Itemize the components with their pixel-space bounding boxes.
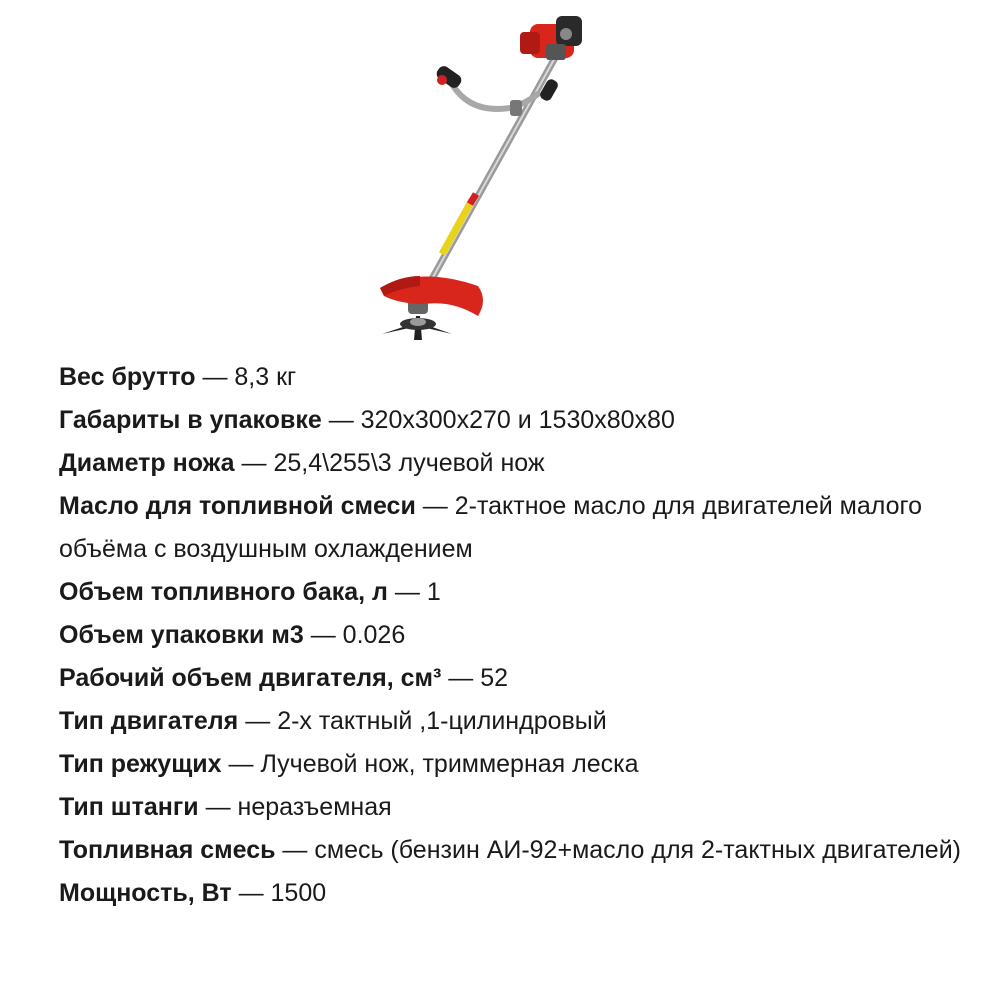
spec-separator: — — [328, 406, 354, 434]
brush-cutter-trimmer-icon — [360, 4, 620, 344]
spec-separator: — — [238, 879, 264, 907]
spec-row-engine-type — [59, 700, 979, 743]
spec-value: Лучевой нож, триммерная леска — [260, 750, 639, 778]
spec-separator: — — [228, 750, 254, 778]
spec-label: Тип двигателя — [59, 707, 239, 735]
spec-row-package-dimensions — [59, 399, 979, 442]
spec-label: Масло для топливной смеси — [59, 492, 416, 520]
spec-separator: — — [282, 836, 308, 864]
spec-value: 52 — [480, 664, 509, 692]
spec-separator: — — [245, 707, 271, 735]
spec-value: 2-х тактный ,1-цилиндровый — [277, 707, 607, 735]
spec-value: неразъемная — [237, 793, 392, 821]
spec-row-fuel-oil — [59, 485, 979, 571]
spec-label: Рабочий объем двигателя, см³ — [59, 664, 442, 692]
spec-label: Мощность, Вт — [59, 879, 232, 907]
spec-label: Объем упаковки м3 — [59, 621, 304, 649]
spec-separator: — — [448, 664, 474, 692]
spec-separator: — — [422, 492, 448, 520]
spec-row-package-volume — [59, 614, 979, 657]
spec-value: 1 — [426, 578, 441, 606]
spec-value: 1500 — [270, 879, 327, 907]
spec-row-power — [59, 872, 979, 915]
spec-row-cutting-type — [59, 743, 979, 786]
spec-label: Тип режущих — [59, 750, 222, 778]
spec-label: Топливная смесь — [59, 836, 276, 864]
spec-value: 25,4\255\3 лучевой нож — [273, 449, 545, 477]
spec-separator: — — [205, 793, 231, 821]
spec-value: смесь (бензин АИ-92+масло для 2-тактных двигателей) — [314, 836, 962, 864]
product-image — [360, 4, 620, 344]
spec-value: 320x300x270 и 1530x80x80 — [360, 406, 675, 434]
spec-label: Тип штанги — [59, 793, 199, 821]
spec-row-blade-diameter — [59, 442, 979, 485]
spec-row-shaft-type — [59, 786, 979, 829]
spec-separator: — — [202, 363, 228, 391]
spec-label: Диаметр ножа — [59, 449, 235, 477]
spec-label: Габариты в упаковке — [59, 406, 322, 434]
spec-separator: — — [394, 578, 420, 606]
spec-value: 0.026 — [342, 621, 406, 649]
spec-separator: — — [310, 621, 336, 649]
spec-value: 8,3 кг — [234, 363, 297, 391]
spec-label: Объем топливного бака, л — [59, 578, 388, 606]
spec-separator: — — [241, 449, 267, 477]
spec-value: 2-тактное масло для двигателей малого объёма с воздушным охлаждением — [59, 492, 922, 563]
spec-row-fuel-mixture — [59, 829, 979, 872]
spec-row-engine-displacement — [59, 657, 979, 700]
spec-row-fuel-tank-volume — [59, 571, 979, 614]
spec-row-gross-weight — [59, 356, 979, 399]
spec-list — [59, 356, 979, 915]
spec-label: Вес брутто — [59, 363, 196, 391]
